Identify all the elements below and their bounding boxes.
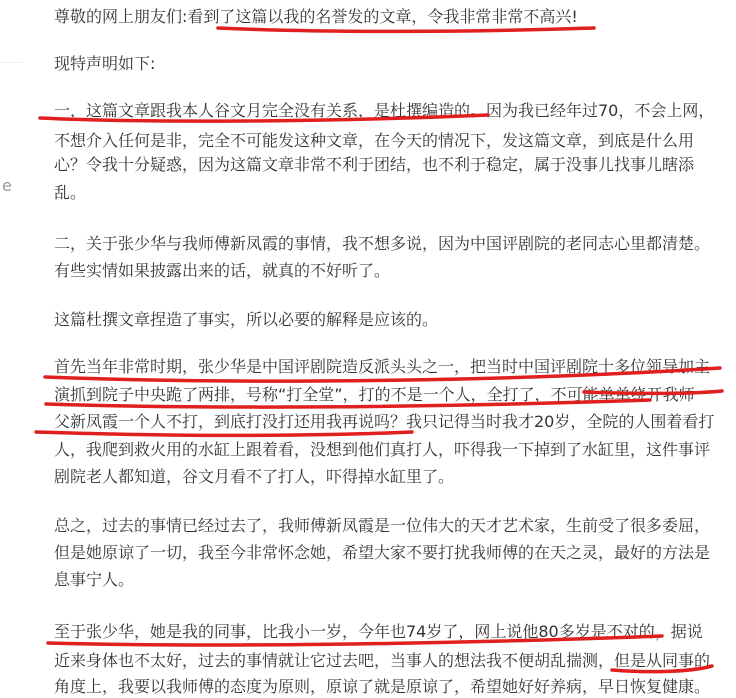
cropped-edge-character: e (2, 176, 12, 195)
greeting-line: 尊敬的网上朋友们:看到了这篇以我的名誉发的文章，令我非常非常不高兴! (54, 7, 578, 26)
red-underline-greeting (218, 28, 594, 31)
para2-line-1: 二，关于张少华与我师傅新凤霞的事情，我不想多说，因为中国评剧院的老同志心里都清楚。 (54, 234, 711, 253)
para1-line-4: 乱。 (54, 183, 87, 202)
para1-line-3: 心？令我十分疑惑，因为这篇文章非常不利于团结，也不利于稳定，属于没事儿找事儿瞎添 (54, 155, 695, 174)
para2-line-2: 有些实情如果披露出来的话，就真的不好听了。 (54, 261, 391, 280)
para4-line-2: 演抓到院子中央跪了两排，号称“打全堂”，打的不是一个人，全打了，不可能单单绕开我师 (54, 385, 695, 404)
para5-line-2: 但是她原谅了一切，我至今非常怀念她，希望大家不要打扰我师傅的在天之灵，最好的方法是 (54, 543, 711, 562)
para4-line-3: 父新凤霞一个人不打，到底打没打还用我再说吗？我只记得当时我才20岁，全院的人围着看打 (54, 412, 715, 431)
para4-line-5: 剧院老人都知道，谷文月看不了打人，吓得掉水缸里了。 (54, 467, 455, 486)
para1-line-1: 一，这篇文章跟我本人谷文月完全没有关系，是杜撰编造的。因为我已经年过70，不会上网， (54, 101, 715, 120)
para4-line-4: 人，我爬到救火用的水缸上跟着看，没想到他们真打人，吓得我一下掉到了水缸里，这件事评 (54, 440, 711, 459)
para6-line-1: 至于张少华，她是我的同事，比我小一岁，今年也74岁了，网上说他80多岁是不对的，据说 (54, 622, 703, 641)
para3-line-1: 这篇杜撰文章捏造了事实，所以必要的解释是应该的。 (54, 310, 439, 329)
para1-line-2: 不想介入任何是非，完全不可能发这种文章，在今天的情况下，发这篇文章，到底是什么用 (54, 131, 695, 150)
red-underline-para4-d (36, 432, 412, 435)
para5-line-3: 息事宁人。 (54, 570, 135, 589)
left-side-strip (0, 0, 30, 698)
statement-intro: 现特声明如下: (54, 54, 156, 73)
side-divider (0, 62, 22, 63)
para5-line-1: 总之，过去的事情已经过去了，我师傅新凤霞是一位伟大的天才艺术家，生前受了很多委屈， (54, 516, 711, 535)
para6-line-2: 近来身体也不太好，过去的事情就让它过去吧，当事人的想法我不便胡乱揣测，但是从同事的 (54, 651, 711, 670)
para6-line-3: 角度上，我要以我师傅的态度为原则，原谅了就是原谅了，希望她好好养病，早日恢复健康。 (54, 677, 711, 696)
para4-line-1: 首先当年非常时期，张少华是中国评剧院造反派头头之一，把当时中国评剧院十多位领导加主 (54, 357, 711, 376)
